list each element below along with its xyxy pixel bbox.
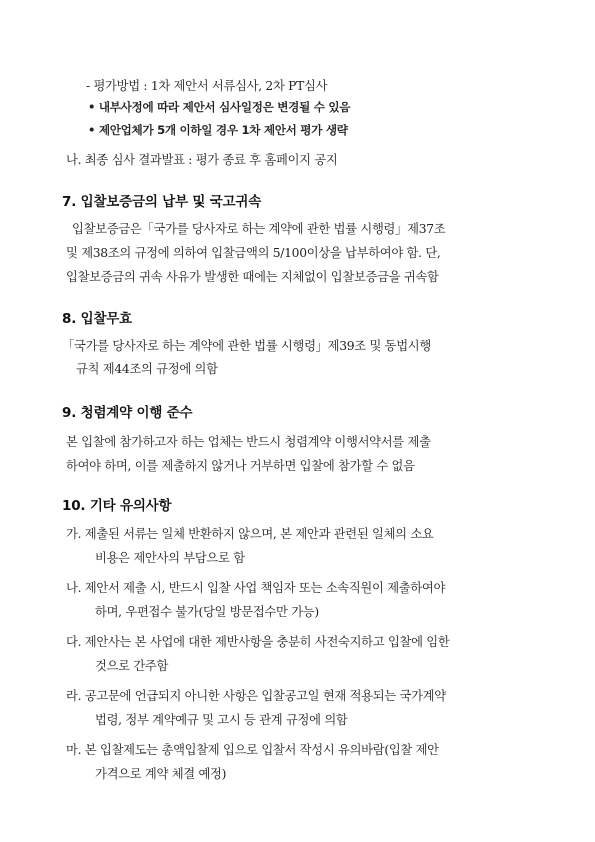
notice-item-line: 나. 제안서 제출 시, 반드시 입찰 사업 책임자 또는 소속직원이 제출하여야 xyxy=(66,581,446,595)
notice-item-line: 하며, 우편접수 불가(당일 방문접수만 가능) xyxy=(95,605,319,619)
section-7-paragraph-line: 및 제38조의 규정에 의하여 입찰금액의 5/100이상을 납부하여야 함. 단, xyxy=(66,246,441,260)
notice-item-line: 마. 본 입찰제도는 총액입찰제 입으로 입찰서 작성시 유의바람(입찰 제안 xyxy=(66,743,439,757)
schedule-change-note: • 내부사정에 따라 제안서 심사일정은 변경될 수 있음 xyxy=(88,100,351,114)
final-result-announcement: 나. 최종 심사 결과발표 : 평가 종료 후 홈페이지 공지 xyxy=(66,153,338,167)
section-10-heading: 10. 기타 유의사항 xyxy=(62,498,172,514)
section-7-heading: 7. 입찰보증금의 납부 및 국고귀속 xyxy=(62,194,262,210)
section-7-paragraph-line: 입찰보증금의 귀속 사유가 발생한 때에는 지체없이 입찰보증금을 귀속함 xyxy=(66,270,439,284)
section-8-paragraph-line: 규칙 제44조의 규정에 의함 xyxy=(76,362,218,376)
section-9-paragraph-line: 하여야 하며, 이를 제출하지 않거나 거부하면 입찰에 참가할 수 없음 xyxy=(66,459,415,473)
skip-first-round-note: • 제안업체가 5개 이하일 경우 1차 제안서 평가 생략 xyxy=(88,123,348,137)
section-8-paragraph-line: 「국가를 당사자로 하는 계약에 관한 법률 시행령」제39조 및 동법시행 xyxy=(62,339,431,353)
notice-item-line: 가. 제출된 서류는 일체 반환하지 않으며, 본 제안과 관련된 일체의 소요 xyxy=(66,527,434,541)
notice-item-line: 법령, 정부 계약예규 및 고시 등 관계 규정에 의함 xyxy=(95,713,348,727)
section-7-paragraph-line: 입찰보증금은「국가를 당사자로 하는 계약에 관한 법률 시행령」제37조 xyxy=(72,222,446,236)
notice-item-line: 것으로 간주함 xyxy=(95,659,169,673)
section-8-heading: 8. 입찰무효 xyxy=(62,311,132,327)
notice-item-line: 비용은 제안사의 부담으로 함 xyxy=(95,551,245,565)
notice-item-line: 다. 제안사는 본 사업에 대한 제반사항을 충분히 사전숙지하고 입찰에 임한 xyxy=(66,635,450,649)
section-9-paragraph-line: 본 입찰에 참가하고자 하는 업체는 반드시 청렴계약 이행서약서를 제출 xyxy=(66,435,431,449)
notice-item-line: 가격으로 계약 체결 예정) xyxy=(95,767,227,781)
notice-item-line: 라. 공고문에 언급되지 아니한 사항은 입찰공고일 현재 적용되는 국가계약 xyxy=(66,689,446,703)
eval-method-line: - 평가방법 : 1차 제안서 서류심사, 2차 PT심사 xyxy=(86,79,328,93)
section-9-heading: 9. 청렴계약 이행 준수 xyxy=(62,405,193,421)
